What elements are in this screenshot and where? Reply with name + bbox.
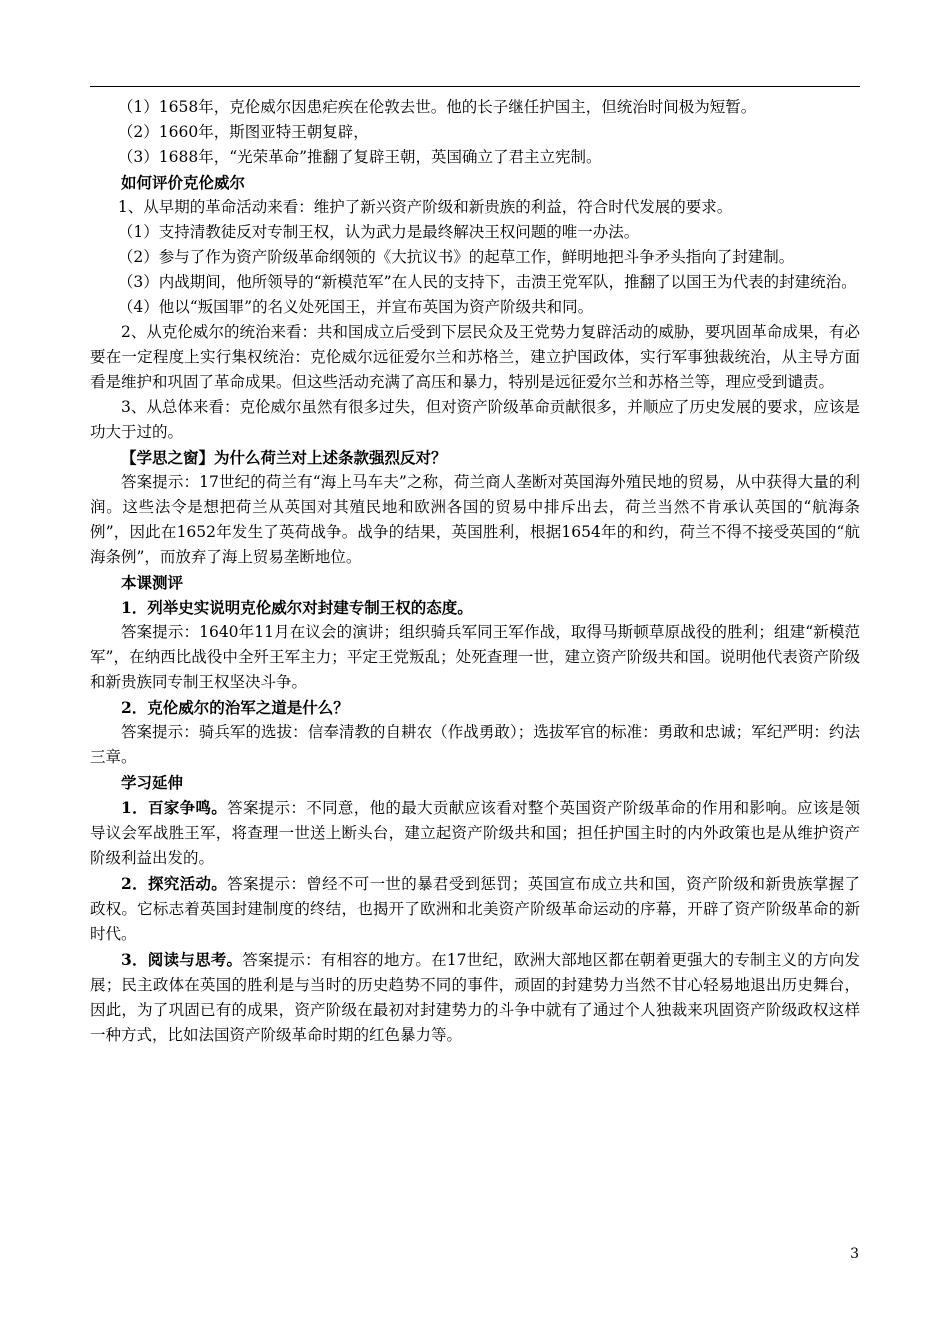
lead-label: 1．百家争鸣。 [121,798,228,817]
paragraph: （2）参与了作为资产阶级革命纲领的《大抗议书》的起草工作，鲜明地把斗争矛头指向了封建制。 [117,248,795,266]
section-heading: 学习延伸 [121,773,184,792]
paragraph: 答案提示：1640年11月在议会的演讲；组织骑兵军同王军作战，取得马斯顿草原战役的胜利；组建“新模范军”，在纳西比战役中全歼王军主力；平定王党叛乱；处死查理一世，建立资产阶级共和国。说明他代表资产阶级和新贵族同专制王权坚决斗争。 [90,623,860,691]
paragraph: （1）支持清教徒反对专制王权，认为武力是最终解决王权问题的唯一办法。 [117,223,640,241]
lead-label: 2．探究活动。 [121,874,228,893]
paragraph [90,871,860,947]
section-heading: 如何评价克伦威尔 [121,173,246,192]
lead-text: 答案提示：不同意，他的最大贡献应该看对整个英国资产阶级革命的作用和影响。应该是领导议会军战胜王军，将查理一世送上断头台，建立起资产阶级共和国；担任护国主时的内外政策也是从维护资产阶级利益出发的。 [90,799,860,867]
section-heading: 本课测评 [121,573,184,592]
document-body [90,95,860,1048]
paragraph: 1、从早期的革命活动来看：维护了新兴资产阶级和新贵族的利益，符合时代发展的要求。 [117,198,733,216]
paragraph: （3）内战期间，他所领导的“新模范军”在人民的支持下，击溃王党军队，推翻了以国王为代表的封建统治。 [117,273,857,291]
header-rule [90,86,860,87]
paragraph: （1）1658年，克伦威尔因患疟疾在伦敦去世。他的长子继任护国主，但统治时间极为短暂。 [117,98,757,116]
paragraph: 3、从总体来看：克伦威尔虽然有很多过失，但对资产阶级革命贡献很多，并顺应了历史发展的要求，应该是功大于过的。 [90,398,860,441]
question-heading: 2．克伦威尔的治军之道是什么？ [121,698,349,717]
lead-text: 答案提示：有相容的地方。在17世纪，欧洲大部地区都在朝着更强大的专制主义的方向发展；民主政体在英国的胜利是与当时的历史趋势不同的事件，顽固的封建势力当然不甘心轻易地退出历史舞台，因此，为了巩固已有的成果，资产阶级在最初对封建势力的斗争中就有了通过个人独裁来巩固资产阶级政权这样一种方式，比如法国资产阶级革命时期的红色暴力等。 [90,951,860,1044]
paragraph [90,795,860,871]
paragraph [90,947,860,1048]
paragraph: （4）他以“叛国罪”的名义处死国王，并宣布英国为资产阶级共和同。 [117,298,594,316]
page-number: 3 [850,1246,859,1262]
lead-text: 答案提示：曾经不可一世的暴君受到惩罚；英国宣布成立共和国，资产阶级和新贵族掌握了政权。它标志着英国封建制度的终结，也揭开了欧洲和北美资产阶级革命运动的序幕，开辟了资产阶级革命的新时代。 [90,875,860,943]
paragraph: 2、从克伦威尔的统治来看：共和国成立后受到下层民众及王党势力复辟活动的威胁，要巩固革命成果，有必要在一定程度上实行集权统治：克伦威尔远征爱尔兰和苏格兰，建立护国政体，实行军事独裁统治，从主导方面看是维护和巩固了革命成果。但这些活动充满了高压和暴力，特别是远征爱尔兰和苏格兰等，理应受到谴责。 [90,323,860,391]
question-heading: 1．列举史实说明克伦威尔对封建专制王权的态度。 [121,598,473,617]
paragraph: 答案提示：骑兵军的选拔：信奉清教的自耕农（作战勇敢）；选拔军官的标准：勇敢和忠诚；军纪严明：约法三章。 [90,723,860,766]
section-heading: 【学思之窗】为什么荷兰对上述条款强烈反对？ [121,448,447,467]
paragraph: （3）1688年，“光荣革命”推翻了复辟王朝，英国确立了君主立宪制。 [117,148,602,166]
paragraph: 答案提示：17世纪的荷兰有“海上马车夫”之称，荷兰商人垄断对英国海外殖民地的贸易，从中获得大量的利润。这些法令是想把荷兰从英国对其殖民地和欧洲各国的贸易中排斥出去，荷兰当然不肯承认英国的“航海条例”，因此在1652年发生了英荷战争。战争的结果，英国胜利，根据1654年的和约，荷兰不得不接受英国的“航海条例”，而放弃了海上贸易垄断地位。 [90,473,860,566]
lead-label: 3．阅读与思考。 [121,950,243,969]
paragraph: （2）1660年，斯图亚特王朝复辟， [117,123,369,141]
